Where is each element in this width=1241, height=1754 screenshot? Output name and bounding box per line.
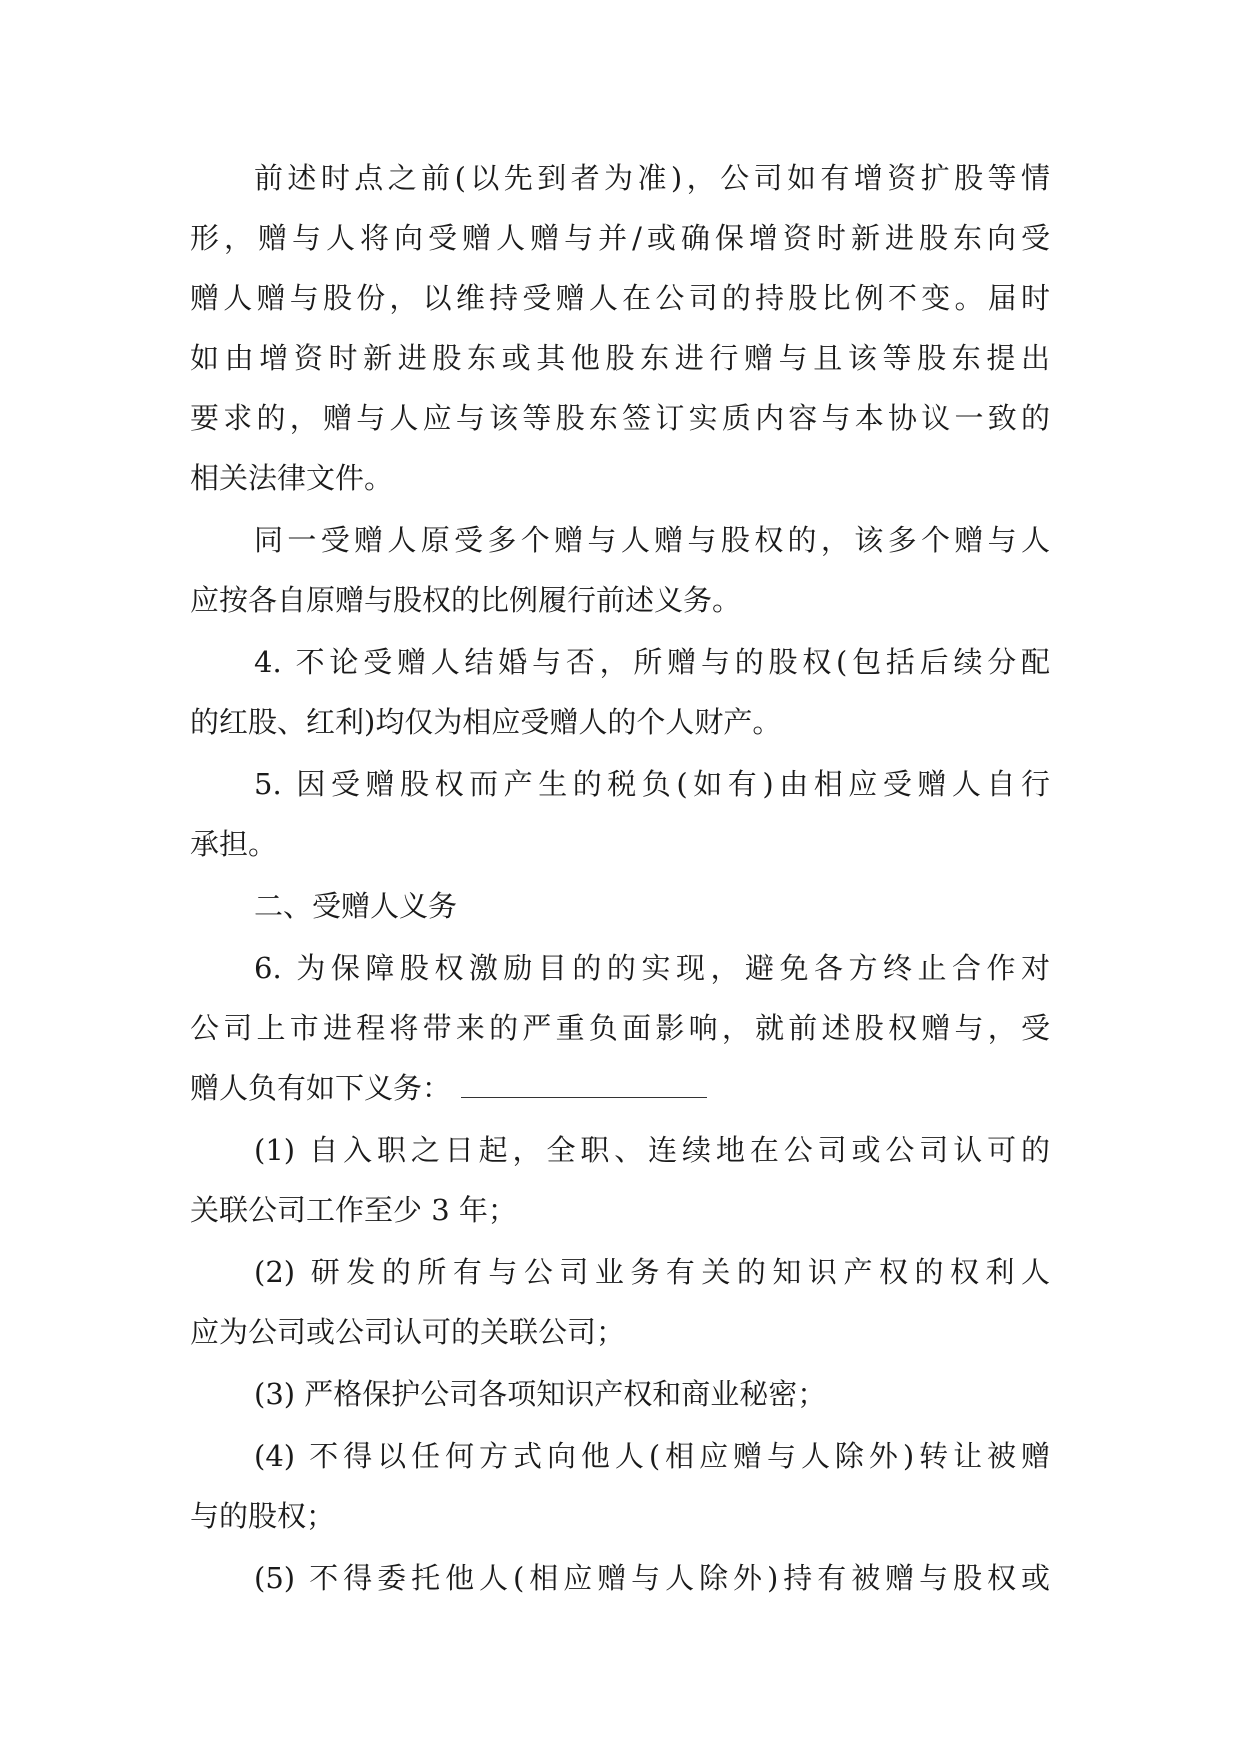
paragraph-line: 如由增资时新进股东或其他股东进行赠与且该等股东提出 [190,341,1050,375]
fill-in-blank[interactable] [461,1095,707,1098]
paragraph-line: 赠人赠与股份，以维持受赠人在公司的持股比例不变。届时 [190,281,1050,315]
paragraph-line: 前述时点之前(以先到者为准)，公司如有增资扩股等情 [254,161,1050,195]
subclause-4-line: (4) 不得以任何方式向他人(相应赠与人除外)转让被赠 [254,1439,1050,1473]
paragraph-line: 应按各自原赠与股权的比例履行前述义务。 [190,583,742,617]
paragraph-line: 要求的，赠与人应与该等股东签订实质内容与本协议一致的 [190,401,1050,435]
clause-6-line: 公司上市进程将带来的严重负面影响，就前述股权赠与，受 [190,1011,1050,1045]
subclause-4-line: 与的股权； [190,1499,336,1533]
clause-4-line: 的红股、红利)均仅为相应受赠人的个人财产。 [190,705,782,739]
paragraph-line: 形，赠与人将向受赠人赠与并/或确保增资时新进股东向受 [190,221,1050,255]
subclause-1-line: 关联公司工作至少 3 年； [190,1193,517,1227]
subclause-3-line: (3) 严格保护公司各项知识产权和商业秘密； [254,1377,827,1411]
paragraph-line: 同一受赠人原受多个赠与人赠与股权的，该多个赠与人 [254,523,1050,557]
clause-6-line: 6. 为保障股权激励目的的实现，避免各方终止合作对 [254,951,1050,985]
subclause-2-line: (2) 研发的所有与公司业务有关的知识产权的权利人 [254,1255,1050,1289]
subclause-5-line: (5) 不得委托他人(相应赠与人除外)持有被赠与股权或 [254,1561,1050,1595]
clause-6-text: 赠人负有如下义务： [190,1071,452,1105]
clause-5-line: 5. 因受赠股权而产生的税负(如有)由相应受赠人自行 [254,767,1050,801]
subclause-1-line: (1) 自入职之日起，全职、连续地在公司或公司认可的 [254,1133,1050,1167]
clause-4-line: 4. 不论受赠人结婚与否，所赠与的股权(包括后续分配 [254,645,1050,679]
clause-6-line [190,1068,707,1108]
clause-5-line: 承担。 [190,827,278,861]
paragraph-line: 相关法律文件。 [190,461,394,495]
subclause-2-line: 应为公司或公司认可的关联公司； [190,1315,626,1349]
section-heading: 二、受赠人义务 [254,889,458,923]
